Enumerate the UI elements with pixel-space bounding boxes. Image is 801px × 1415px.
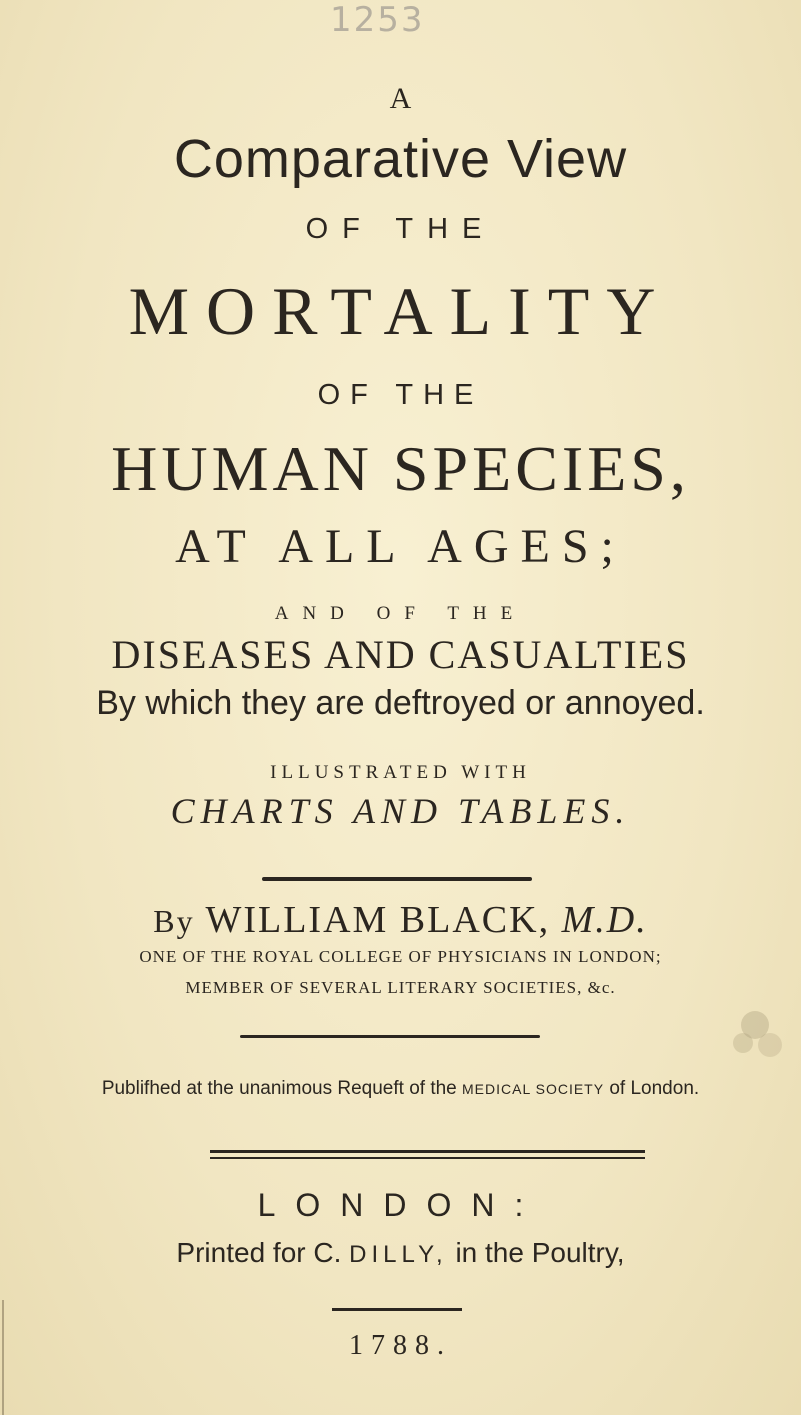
imprint-printer-name: DILLY,	[349, 1241, 448, 1268]
publication-note	[0, 1078, 801, 1100]
title-illustrated-with: ILLUSTRATED WITH	[270, 762, 531, 783]
author-degree: M.D.	[561, 899, 648, 941]
author-line	[0, 898, 801, 942]
divider-rule-1	[262, 877, 532, 881]
title-of-the-2: OF THE	[317, 379, 484, 411]
author-affiliation-1: ONE OF THE ROYAL COLLEGE OF PHYSICIANS IN LONDON;	[139, 947, 662, 966]
title-article: A	[389, 82, 412, 115]
author-by: By	[153, 903, 195, 939]
pencil-shelfmark: 1253	[330, 0, 425, 40]
title-and-of-the: AND OF THE	[274, 603, 527, 624]
imprint-city: LONDON:	[257, 1187, 544, 1223]
title-charts-tables: CHARTS AND TABLES.	[170, 791, 631, 831]
title-human-species: HUMAN SPECIES,	[111, 433, 690, 504]
author-affiliation-2: MEMBER OF SEVERAL LITERARY SOCIETIES, &c.	[185, 978, 616, 997]
publication-note-society: MEDICAL SOCIETY	[462, 1081, 605, 1097]
title-diseases-casualties: DISEASES AND CASUALTIES	[111, 632, 690, 677]
title-comparative-view: Comparative View	[173, 129, 628, 189]
binding-edge-mark	[0, 1300, 10, 1415]
ink-stain-mark	[715, 995, 795, 1075]
publication-note-before: Publifhed at the unanimous Requeft of the	[101, 1078, 457, 1099]
double-rule-bottom	[210, 1157, 645, 1159]
imprint-location: in the Poultry,	[455, 1237, 625, 1268]
title-by-which: By which they are deftroyed or annoyed.	[96, 684, 705, 722]
divider-rule-2	[240, 1035, 540, 1038]
imprint-year: 1788.	[349, 1330, 452, 1361]
imprint-printer-line	[0, 1237, 801, 1269]
divider-rule-3	[332, 1308, 462, 1311]
imprint-printed-for: Printed for C.	[176, 1237, 342, 1268]
publication-note-after: of London.	[609, 1078, 700, 1099]
title-of-the-1: OF THE	[305, 213, 496, 245]
double-rule-top	[210, 1150, 645, 1153]
title-at-all-ages: AT ALL AGES;	[175, 520, 626, 573]
title-mortality: MORTALITY	[128, 273, 673, 349]
author-name: WILLIAM BLACK,	[205, 899, 551, 941]
